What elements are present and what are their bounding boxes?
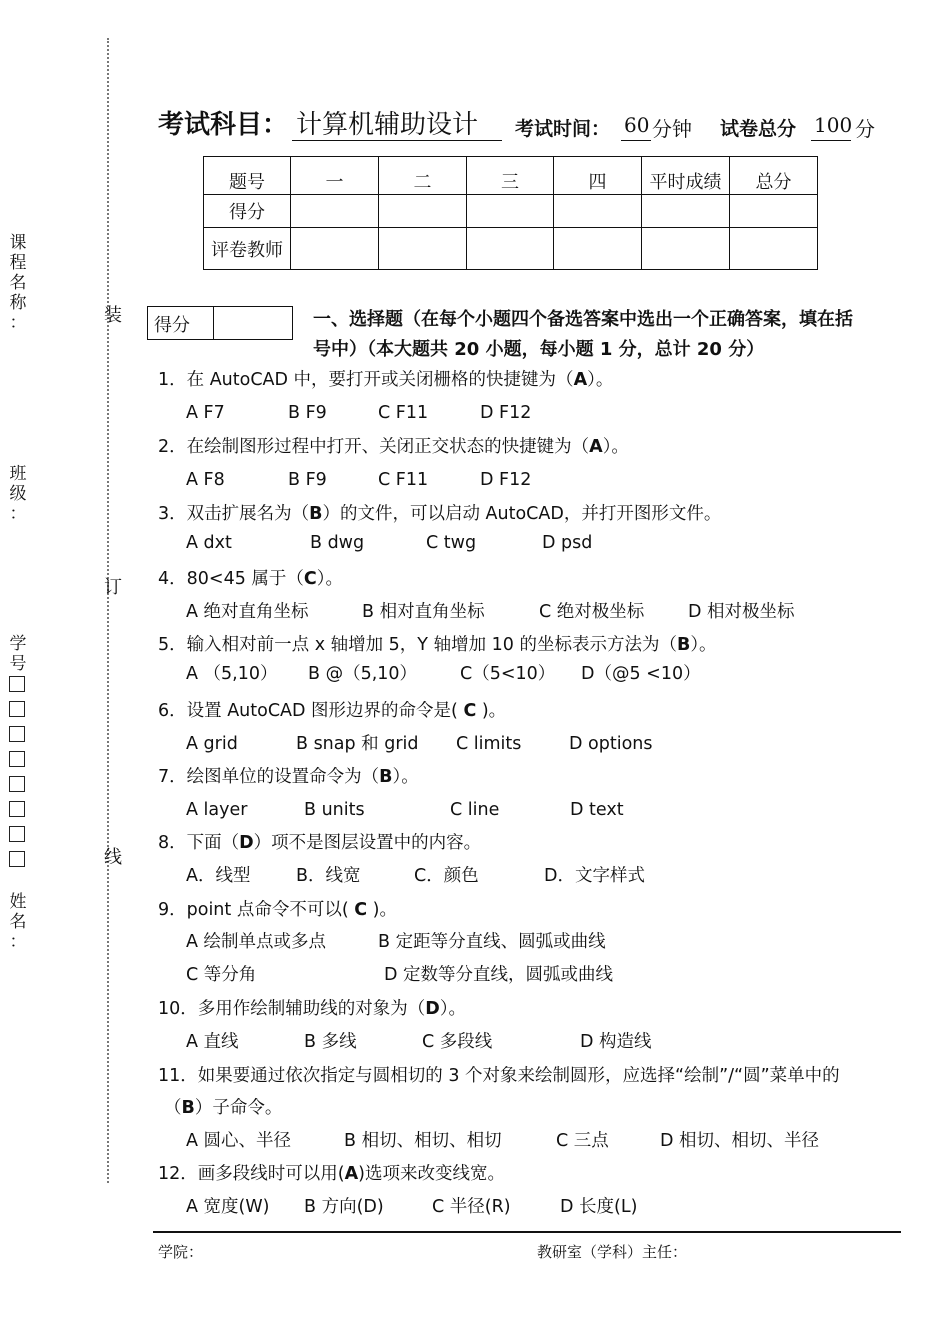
option: B F9	[288, 403, 327, 423]
course-name-label: 课 程 名 称 ：	[9, 233, 27, 333]
digit-box[interactable]	[9, 776, 25, 792]
teacher-row-label: 评卷教师	[204, 228, 291, 270]
option: D 相对极坐标	[688, 602, 795, 622]
option: B units	[304, 800, 365, 820]
option: A 绝对直角坐标	[186, 602, 309, 622]
option: C line	[450, 800, 500, 820]
header-cell: 三	[467, 157, 554, 195]
option: A F8	[186, 470, 225, 490]
option: D 构造线	[580, 1032, 652, 1052]
binding-char-xian: 线	[104, 847, 122, 868]
header-cell: 二	[379, 157, 467, 195]
section-score-label: 得分	[148, 307, 214, 339]
binding-char-zhuang: 装	[104, 305, 122, 326]
digit-box[interactable]	[9, 826, 25, 842]
teacher-cell[interactable]	[379, 228, 467, 270]
score-cell[interactable]	[467, 195, 554, 228]
student-number-boxes	[9, 676, 29, 876]
option: D（@5 <10）	[581, 664, 701, 684]
option: D 定数等分直线，圆弧或曲线	[384, 965, 614, 985]
digit-box[interactable]	[9, 801, 25, 817]
option: A 宽度(W)	[186, 1197, 270, 1217]
option: A 绘制单点或多点	[186, 932, 327, 952]
option: A （5,10）	[186, 664, 278, 684]
digit-box[interactable]	[9, 676, 25, 692]
option: D psd	[542, 533, 593, 553]
option: C（5<10）	[460, 664, 556, 684]
total-label: 试卷总分	[720, 118, 797, 140]
header-cell: 平时成绩	[642, 157, 730, 195]
score-cell[interactable]	[291, 195, 379, 228]
header-cell: 总分	[730, 157, 818, 195]
teacher-cell[interactable]	[642, 228, 730, 270]
option: A 直线	[186, 1032, 239, 1052]
option: A layer	[186, 800, 248, 820]
section-title: 一、选择题（在每个小题四个备选答案中选出一个正确答案，填在括 号中）（本大题共 20 小题，每小题 1 分，总计 20 分）	[313, 309, 853, 360]
option: C F11	[378, 403, 429, 423]
binding-char-ding: 订	[104, 577, 122, 598]
option: D 相切、相切、半径	[660, 1131, 820, 1151]
score-cell[interactable]	[642, 195, 730, 228]
section-score-box	[147, 306, 293, 340]
question-3: 3．双击扩展名为（B）的文件，可以启动 AutoCAD，并打开图形文件。	[158, 504, 722, 524]
option: B 多线	[304, 1032, 357, 1052]
teacher-cell[interactable]	[467, 228, 554, 270]
class-label: 班 级 ：	[9, 464, 27, 524]
option: B @（5,10）	[308, 664, 418, 684]
option: C twg	[426, 533, 477, 553]
option: B 相对直角坐标	[362, 602, 485, 622]
teacher-row	[204, 228, 818, 270]
option: D．文字样式	[544, 866, 645, 886]
question-12: 12．画多段线时可以用(A)选项来改变线宽。	[158, 1164, 505, 1184]
question-9: 9．point 点命令不可以( C )。	[158, 900, 397, 920]
total-underline	[811, 140, 851, 141]
option: D F12	[480, 403, 532, 423]
exam-header	[158, 100, 898, 144]
score-cell[interactable]	[554, 195, 642, 228]
header-cell: 四	[554, 157, 642, 195]
option: C F11	[378, 470, 429, 490]
total-unit: 分	[855, 117, 875, 141]
option: B snap 和 grid	[296, 734, 419, 754]
option: B 方向(D)	[304, 1197, 384, 1217]
score-table	[203, 156, 818, 270]
teacher-cell[interactable]	[291, 228, 379, 270]
section-score-field[interactable]	[214, 307, 292, 339]
option: C 三点	[556, 1131, 609, 1151]
option: D text	[570, 800, 624, 820]
score-cell[interactable]	[379, 195, 467, 228]
option: C．颜色	[414, 866, 479, 886]
digit-box[interactable]	[9, 726, 25, 742]
question-10: 10．多用作绘制辅助线的对象为（D）。	[158, 999, 467, 1019]
digit-box[interactable]	[9, 751, 25, 767]
time-value: 60	[624, 113, 650, 137]
time-underline	[621, 140, 651, 141]
question-7: 7．绘图单位的设置命令为（B）。	[158, 767, 419, 787]
subject-value: 计算机辅助设计	[296, 110, 479, 140]
name-label: 姓 名 ：	[9, 892, 27, 952]
header-cell: 题号	[204, 157, 291, 195]
footer-college: 学院：	[158, 1243, 204, 1261]
header-cell: 一	[291, 157, 379, 195]
option: B．线宽	[296, 866, 361, 886]
option: D F12	[480, 470, 532, 490]
question-6: 6．设置 AutoCAD 图形边界的命令是( C )。	[158, 701, 507, 721]
time-unit: 分钟	[652, 117, 692, 141]
score-row-label: 得分	[204, 195, 291, 228]
teacher-cell[interactable]	[730, 228, 818, 270]
score-cell[interactable]	[730, 195, 818, 228]
option: D options	[569, 734, 653, 754]
score-table-header-row	[204, 157, 818, 195]
question-4: 4．80<45 属于（C）。	[158, 569, 343, 589]
option: B F9	[288, 470, 327, 490]
teacher-cell[interactable]	[554, 228, 642, 270]
digit-box[interactable]	[9, 701, 25, 717]
option: A grid	[186, 734, 238, 754]
option: A 圆心、半径	[186, 1131, 292, 1151]
question-11-line2: （B）子命令。	[164, 1098, 283, 1118]
option: C 等分角	[186, 965, 257, 985]
option: B 相切、相切、相切	[344, 1131, 502, 1151]
option: A F7	[186, 403, 225, 423]
subject-underline	[292, 140, 502, 141]
footer-rule	[153, 1231, 901, 1233]
option: D 长度(L)	[560, 1197, 638, 1217]
option: C 多段线	[422, 1032, 493, 1052]
question-5: 5．输入相对前一点 x 轴增加 5，Y 轴增加 10 的坐标表示方法为（B）。	[158, 635, 717, 655]
question-8: 8．下面（D）项不是图层设置中的内容。	[158, 833, 482, 853]
digit-box[interactable]	[9, 851, 25, 867]
question-2: 2．在绘制图形过程中打开、关闭正交状态的快捷键为（A）。	[158, 437, 629, 457]
footer-director: 教研室（学科）主任：	[537, 1243, 688, 1261]
option: C 绝对极坐标	[539, 602, 645, 622]
option: C 半径(R)	[432, 1197, 511, 1217]
option: B 定距等分直线、圆弧或曲线	[378, 932, 606, 952]
question-11: 11．如果要通过依次指定与圆相切的 3 个对象来绘制圆形，应选择“绘制”/“圆”菜单中的	[158, 1066, 840, 1086]
question-1: 1．在 AutoCAD 中，要打开或关闭栅格的快捷键为（A）。	[158, 370, 614, 390]
option: C limits	[456, 734, 522, 754]
total-value: 100	[814, 113, 853, 137]
option: A．线型	[186, 866, 251, 886]
student-number-label: 学 号	[9, 634, 27, 674]
time-label: 考试时间：	[515, 118, 611, 140]
binding-dotted-line	[107, 38, 109, 1183]
score-row	[204, 195, 818, 228]
option: A dxt	[186, 533, 232, 553]
subject-label: 考试科目：	[158, 110, 289, 140]
option: B dwg	[310, 533, 365, 553]
